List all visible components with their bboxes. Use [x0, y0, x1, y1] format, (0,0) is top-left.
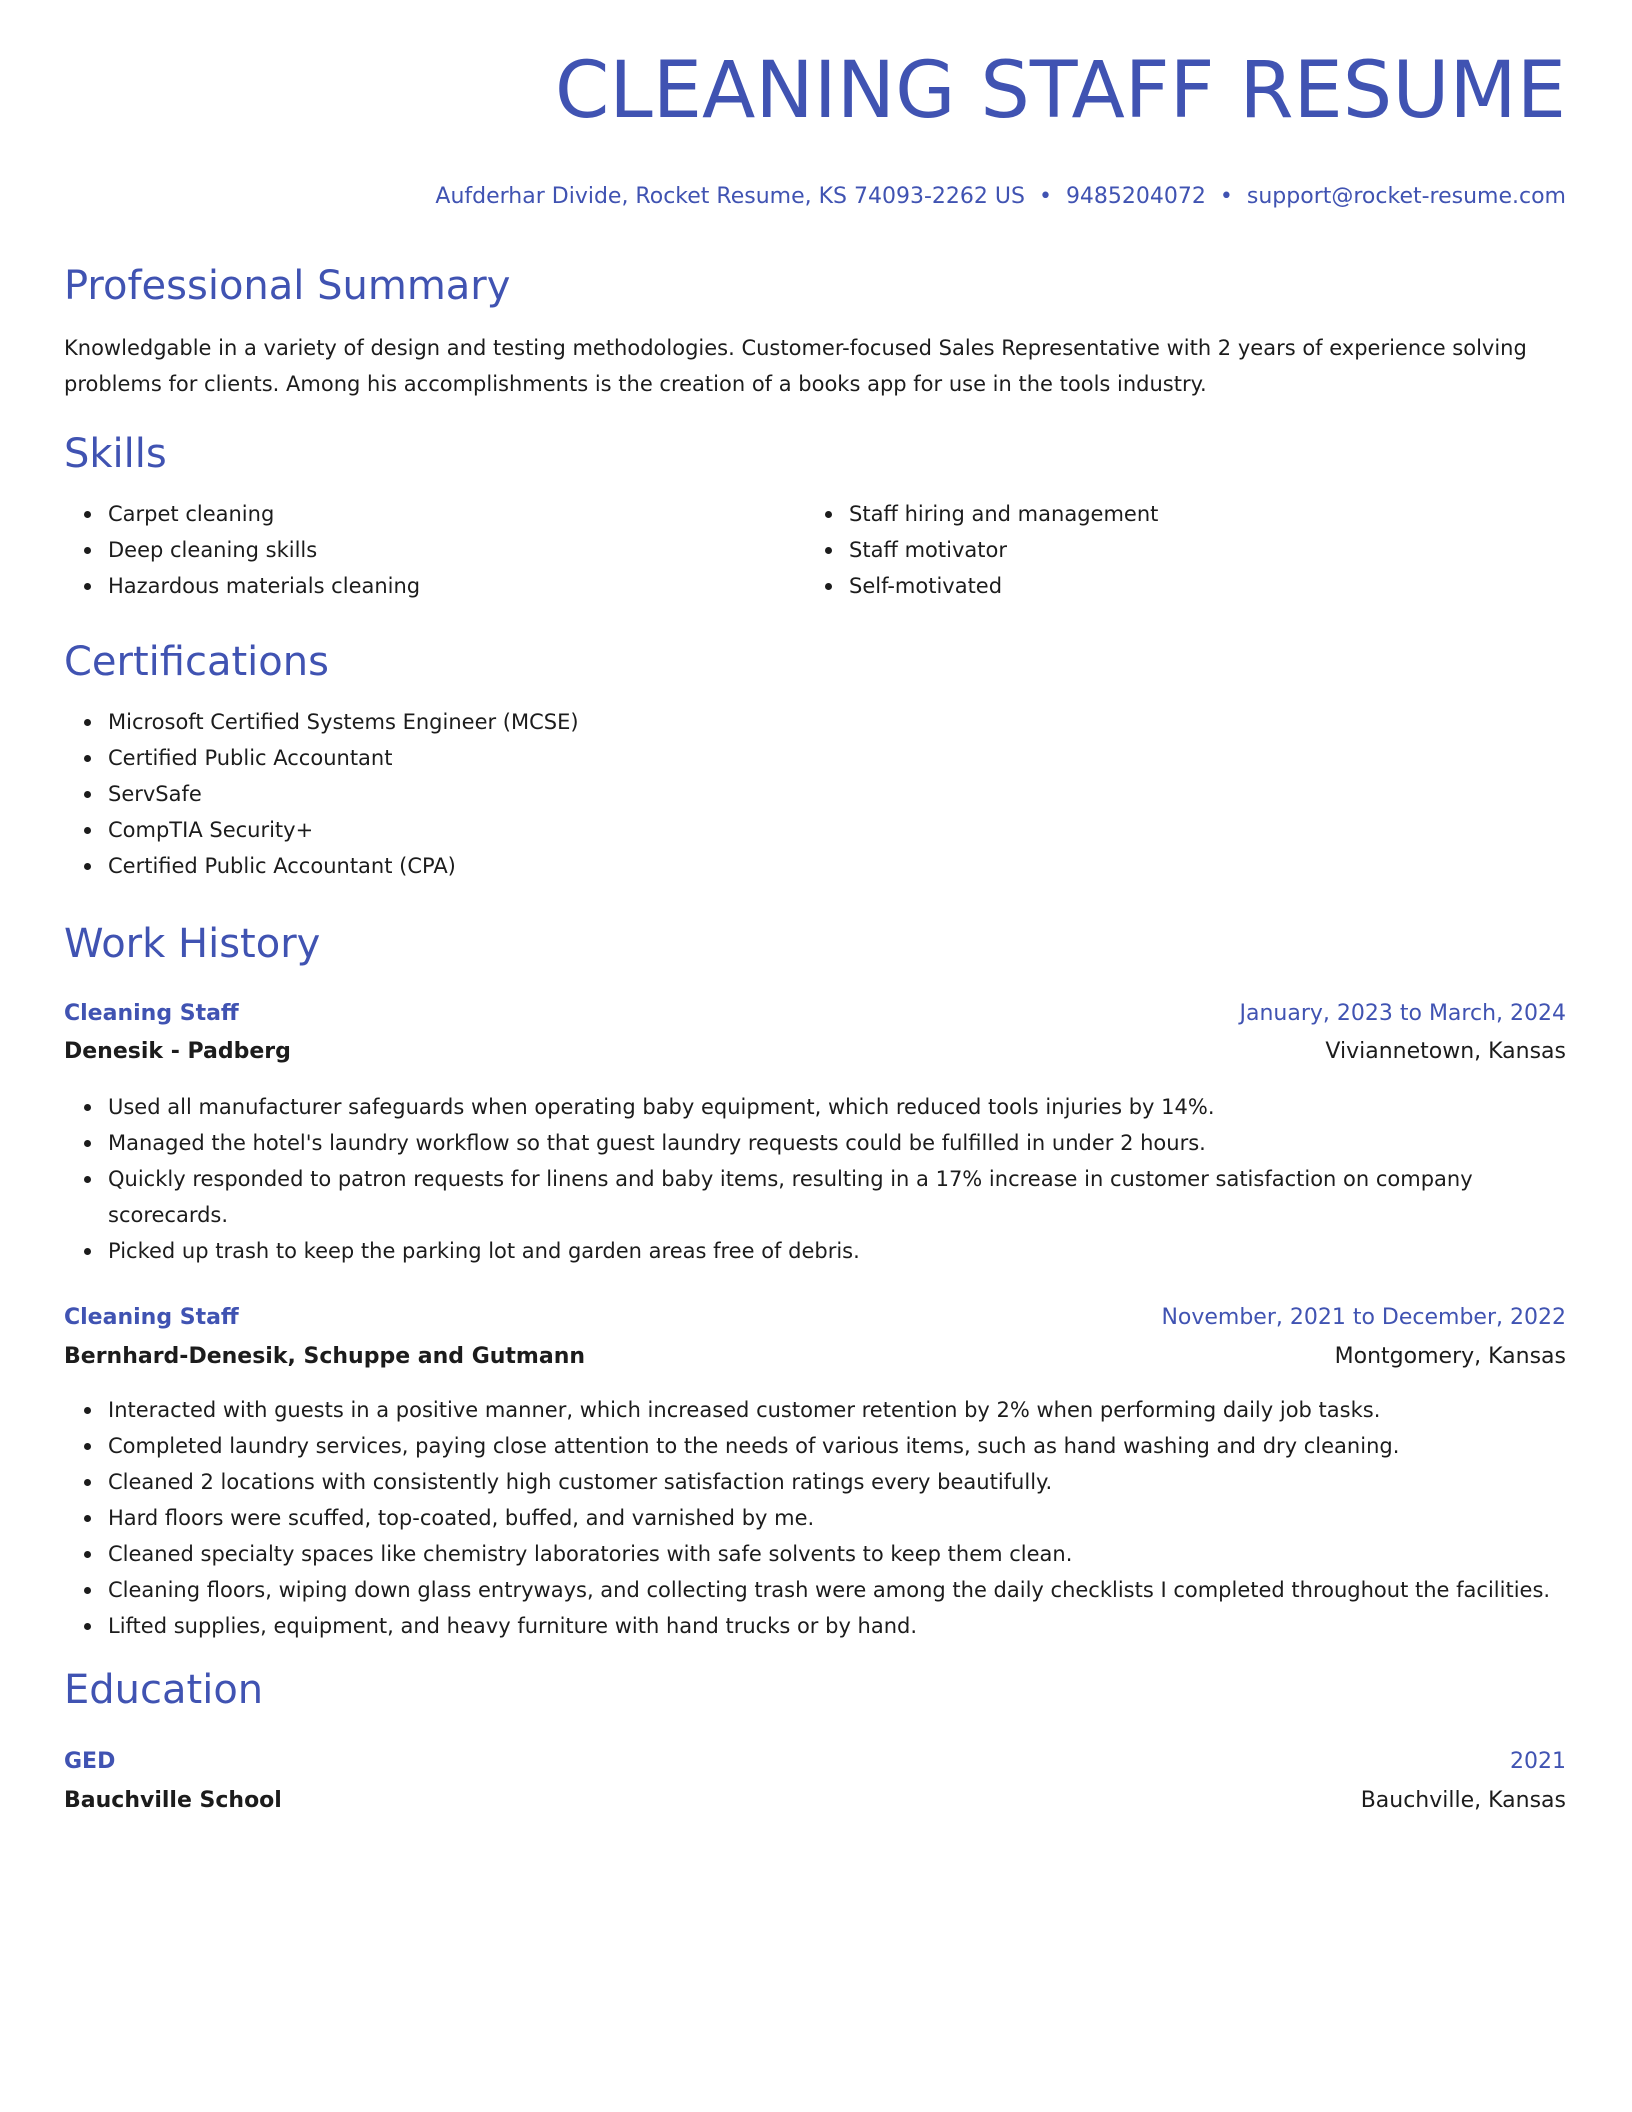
- job-company-row: [64, 1339, 1566, 1375]
- job-bullet: Picked up trash to keep the parking lot and garden areas free of debris.: [108, 1233, 1566, 1269]
- contact-separator: •: [1038, 184, 1052, 209]
- job-header-row: [64, 996, 1566, 1032]
- certification-item: CompTIA Security+: [108, 812, 1508, 848]
- contact-separator: •: [1219, 184, 1233, 209]
- job-bullet: Managed the hotel's laundry workflow so that guest laundry requests could be fulfilled in under 2 hours.: [108, 1125, 1566, 1161]
- job-company-row: [64, 1034, 1566, 1070]
- skill-item: Staff motivator: [849, 532, 1549, 568]
- job-company: Denesik - Padberg: [64, 1039, 291, 1064]
- job-location: Viviannetown, Kansas: [1325, 1039, 1566, 1064]
- job-bullet: Quickly responded to patron requests for linens and baby items, resulting in a 17% increase in customer satisfaction on company scorecards.: [108, 1161, 1566, 1233]
- job-bullet: Completed laundry services, paying close attention to the needs of various items, such as hand washing and dry cleaning.: [108, 1428, 1588, 1464]
- contact-phone: 9485204072: [1065, 184, 1206, 209]
- skill-item: Deep cleaning skills: [108, 532, 798, 568]
- skill-item: Hazardous materials cleaning: [108, 568, 798, 604]
- skill-item: Staff hiring and management: [849, 496, 1549, 532]
- certification-item: ServSafe: [108, 776, 1508, 812]
- certification-item: Certified Public Accountant: [108, 740, 1508, 776]
- contact-address: Aufderhar Divide, Rocket Resume, KS 74093-2262 US: [435, 184, 1025, 209]
- skill-item: Carpet cleaning: [108, 496, 798, 532]
- job-dates: January, 2023 to March, 2024: [1239, 1001, 1566, 1026]
- certification-item: Microsoft Certified Systems Engineer (MCSE): [108, 704, 1508, 740]
- education-header-row: [64, 1744, 1566, 1780]
- education-location: Bauchville, Kansas: [1360, 1788, 1566, 1813]
- job-bullet: Interacted with guests in a positive manner, which increased customer retention by 2% when performing daily job tasks.: [108, 1392, 1588, 1428]
- skills-list-right: [805, 496, 1549, 604]
- job-bullet: Used all manufacturer safeguards when operating baby equipment, which reduced tools injuries by 14%.: [108, 1089, 1566, 1125]
- job-bullet: Cleaned specialty spaces like chemistry laboratories with safe solvents to keep them clean.: [108, 1536, 1588, 1572]
- education-school-row: [64, 1783, 1566, 1819]
- job-location: Montgomery, Kansas: [1334, 1344, 1566, 1369]
- section-title-summary: Professional Summary: [64, 263, 511, 309]
- section-title-education: Education: [64, 1667, 264, 1713]
- job-bullets: [64, 1089, 1566, 1269]
- job-bullet: Hard floors were scuffed, top-coated, buffed, and varnished by me.: [108, 1500, 1588, 1536]
- job-bullet: Cleaning floors, wiping down glass entryways, and collecting trash were among the daily checklists I completed throughout the facilities.: [108, 1572, 1588, 1608]
- education-degree: GED: [64, 1749, 116, 1774]
- skill-item: Self-motivated: [849, 568, 1549, 604]
- section-title-certifications: Certifications: [64, 639, 329, 685]
- job-bullet: Cleaned 2 locations with consistently high customer satisfaction ratings every beautifully.: [108, 1464, 1588, 1500]
- summary-text: Knowledgable in a variety of design and testing methodologies. Customer-focused Sales Representative with 2 years of experience solving problems for clients. Among his accomplishments is the creation of a books app for use in the tools industry.: [64, 336, 1527, 396]
- contact-email[interactable]: support@rocket-resume.com: [1246, 184, 1566, 209]
- job-title: Cleaning Staff: [64, 1305, 239, 1330]
- education-school: Bauchville School: [64, 1788, 282, 1813]
- job-bullets: [64, 1392, 1588, 1644]
- certification-item: Certified Public Accountant (CPA): [108, 848, 1508, 884]
- resume-title: CLEANING STAFF RESUME: [554, 46, 1566, 136]
- job-bullet: Lifted supplies, equipment, and heavy furniture with hand trucks or by hand.: [108, 1608, 1588, 1644]
- section-title-skills: Skills: [64, 431, 167, 477]
- job-header-row: [64, 1300, 1566, 1336]
- job-company: Bernhard-Denesik, Schuppe and Gutmann: [64, 1344, 586, 1369]
- job-dates: November, 2021 to December, 2022: [1161, 1305, 1566, 1330]
- job-title: Cleaning Staff: [64, 1001, 239, 1026]
- contact-line: [435, 182, 1566, 212]
- skills-list-left: [64, 496, 798, 604]
- certifications-list: [64, 704, 1508, 884]
- section-title-work-history: Work History: [64, 921, 321, 967]
- education-year: 2021: [1510, 1749, 1566, 1774]
